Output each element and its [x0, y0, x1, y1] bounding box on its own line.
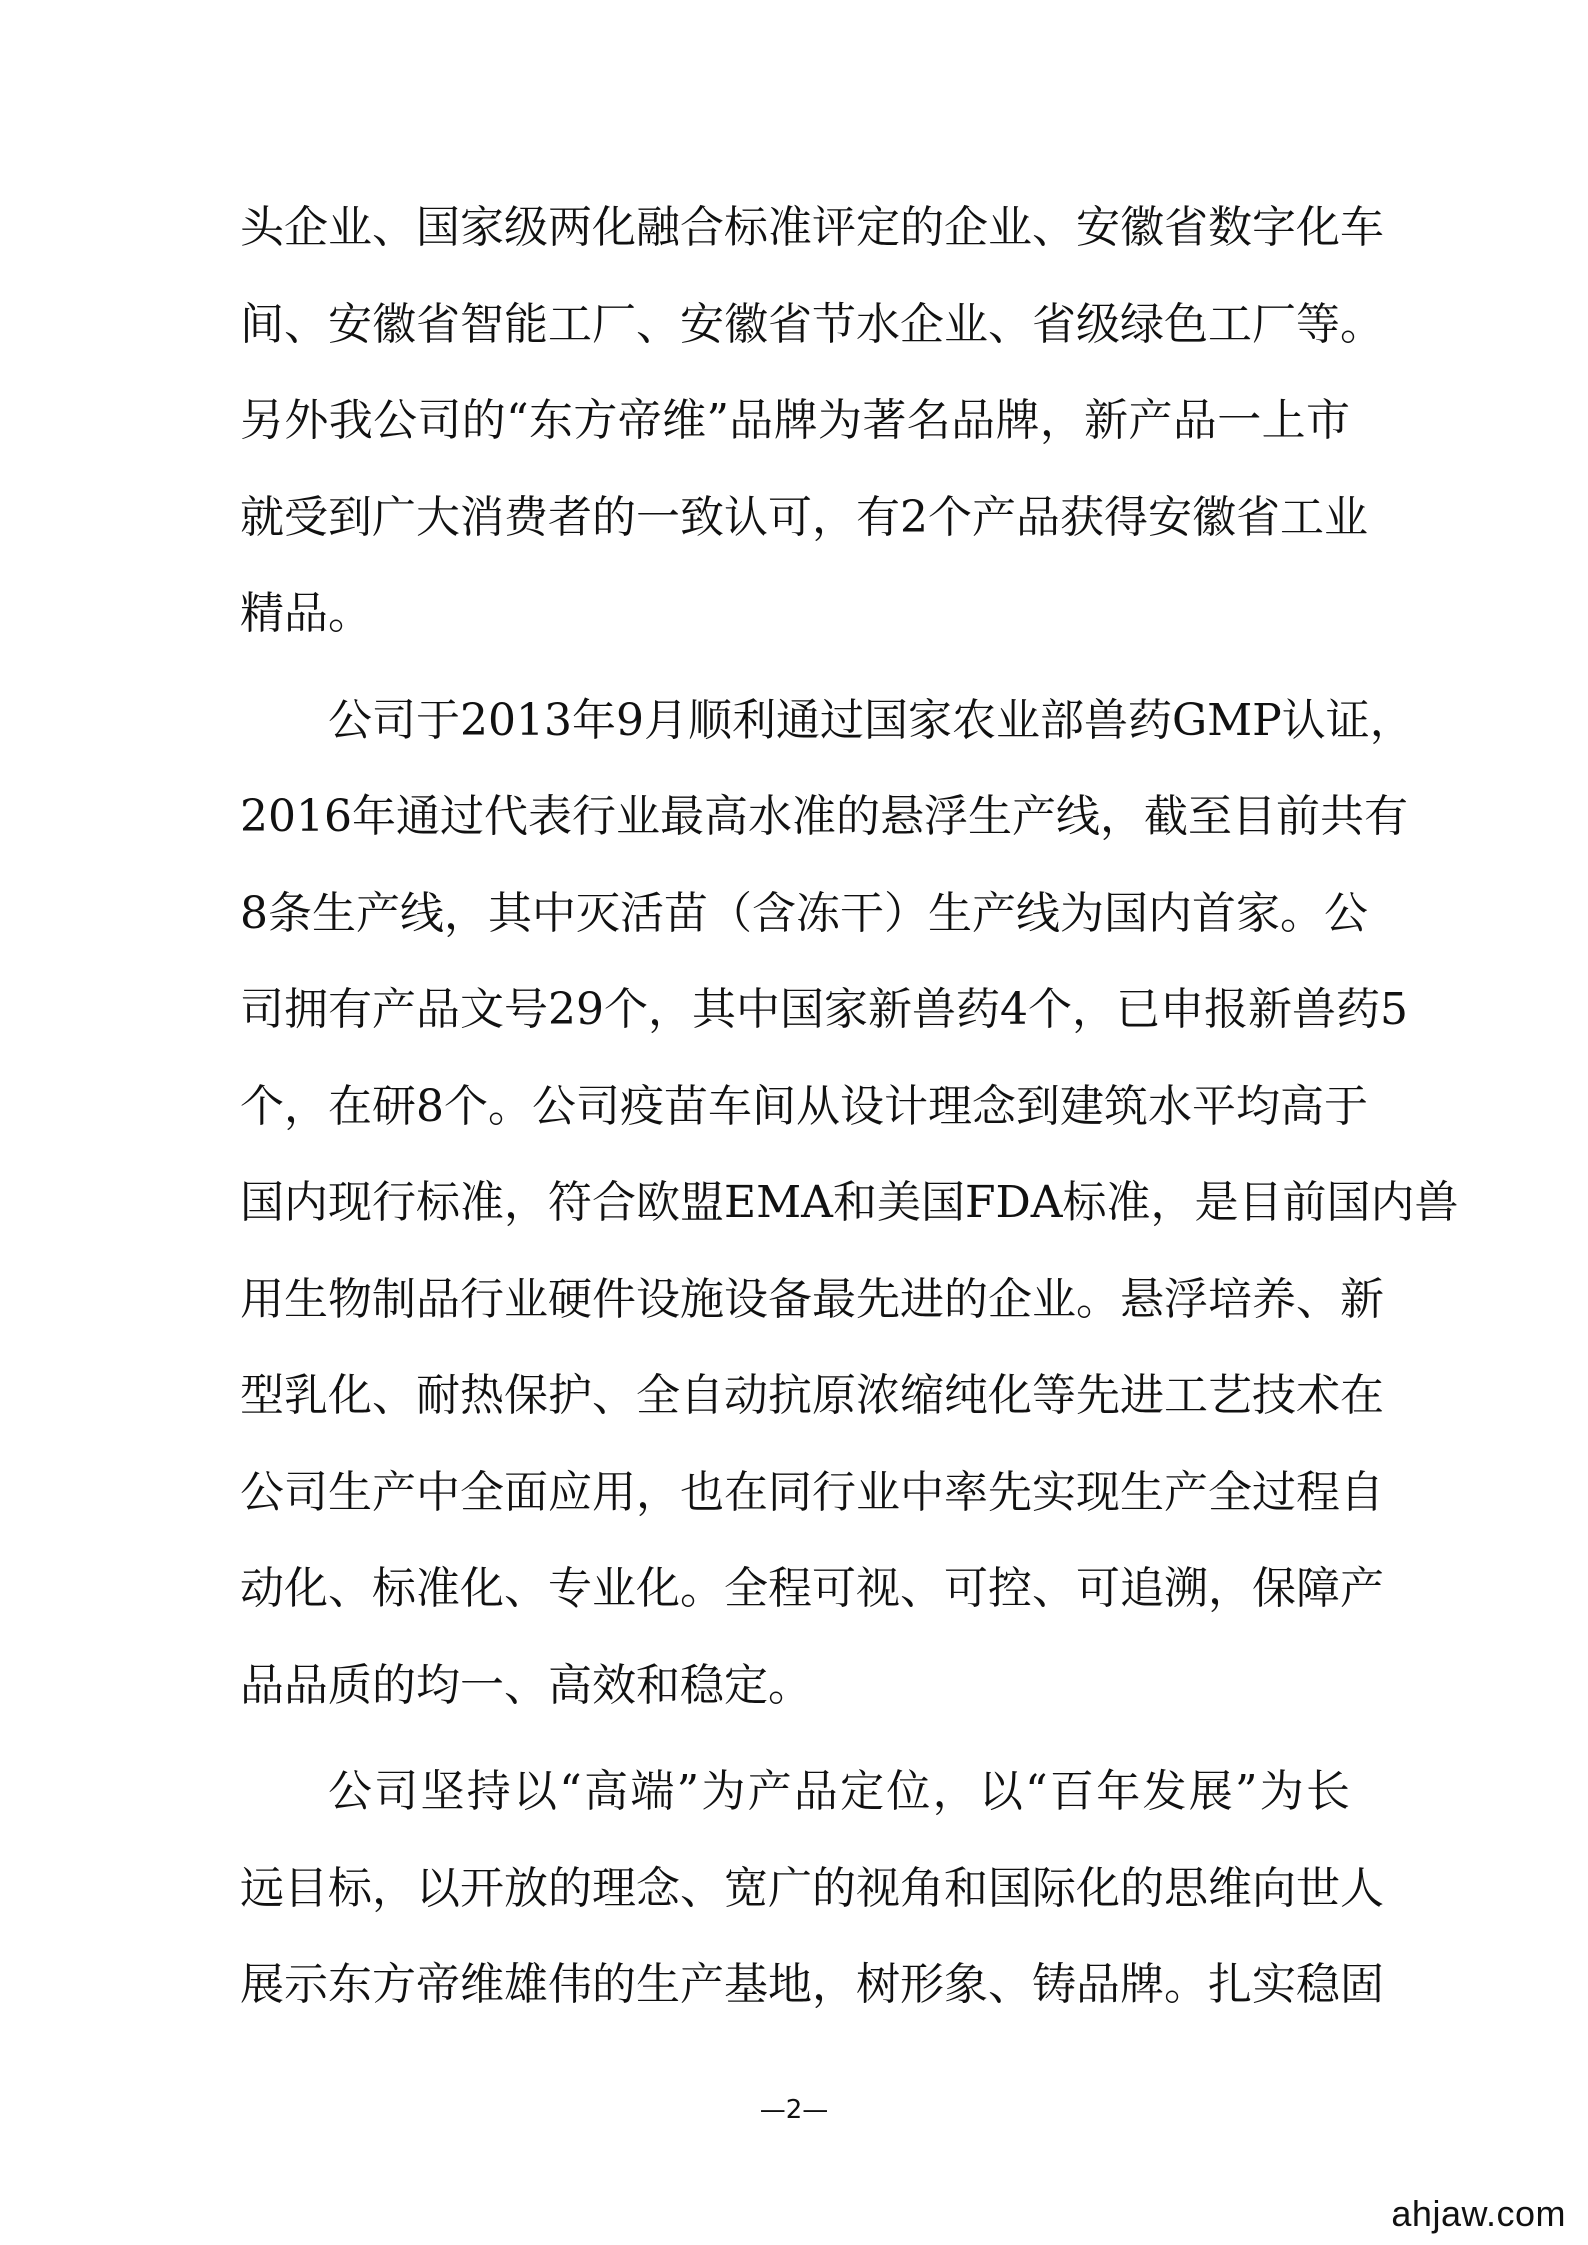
text-line: 精品。 [240, 588, 372, 639]
page-number: —2— [759, 2095, 829, 2125]
text-line: 个，在研8个。公司疫苗车间从设计理念到建筑水平均高于 [240, 1080, 1368, 1132]
text-line: 就受到广大消费者的一致认可，有2个产品获得安徽省工业 [240, 491, 1368, 543]
text-line: 国内现行标准，符合欧盟EMA和美国FDA标准，是目前国内兽 [240, 1177, 1459, 1228]
text-line: 2016年通过代表行业最高水准的悬浮生产线，截至目前共有 [240, 791, 1408, 842]
text-line: 司拥有产品文号29个，其中国家新兽药4个，已申报新兽药5 [240, 984, 1408, 1035]
text-line: 远目标，以开放的理念、宽广的视角和国际化的思维向世人 [240, 1862, 1384, 1914]
text-line: 展示东方帝维雄伟的生产基地，树形象、铸品牌。扎实稳固 [240, 1959, 1384, 2010]
text-line: 品品质的均一、高效和稳定。 [240, 1659, 812, 1711]
text-line: 型乳化、耐热保护、全自动抗原浓缩纯化等先进工艺技术在 [240, 1370, 1384, 1421]
watermark: ahjaw.com [1391, 2193, 1566, 2234]
body-text [240, 180, 1459, 2034]
text-line: 用生物制品行业硬件设施设备最先进的企业。悬浮培养、新 [240, 1273, 1384, 1325]
text-line: 8条生产线，其中灭活苗（含冻干）生产线为国内首家。公 [240, 887, 1368, 939]
paragraph-first-line: 公司于2013年9月顺利通过国家农业部兽药GMP认证， [328, 694, 1414, 746]
text-line: 间、安徽省智能工厂、安徽省节水企业、省级绿色工厂等。 [240, 298, 1384, 350]
text-line: 头企业、国家级两化融合标准评定的企业、安徽省数字化车 [240, 202, 1384, 253]
text-line: 公司生产中全面应用，也在同行业中率先实现生产全过程自 [240, 1466, 1384, 1518]
text-line: 动化、标准化、专业化。全程可视、可控、可追溯，保障产 [240, 1563, 1384, 1614]
text-line: 另外我公司的“东方帝维”品牌为著名品牌，新产品一上市 [240, 395, 1350, 446]
paragraph-first-line: 公司坚持以“高端”为产品定位，以“百年发展”为长 [328, 1766, 1350, 1817]
